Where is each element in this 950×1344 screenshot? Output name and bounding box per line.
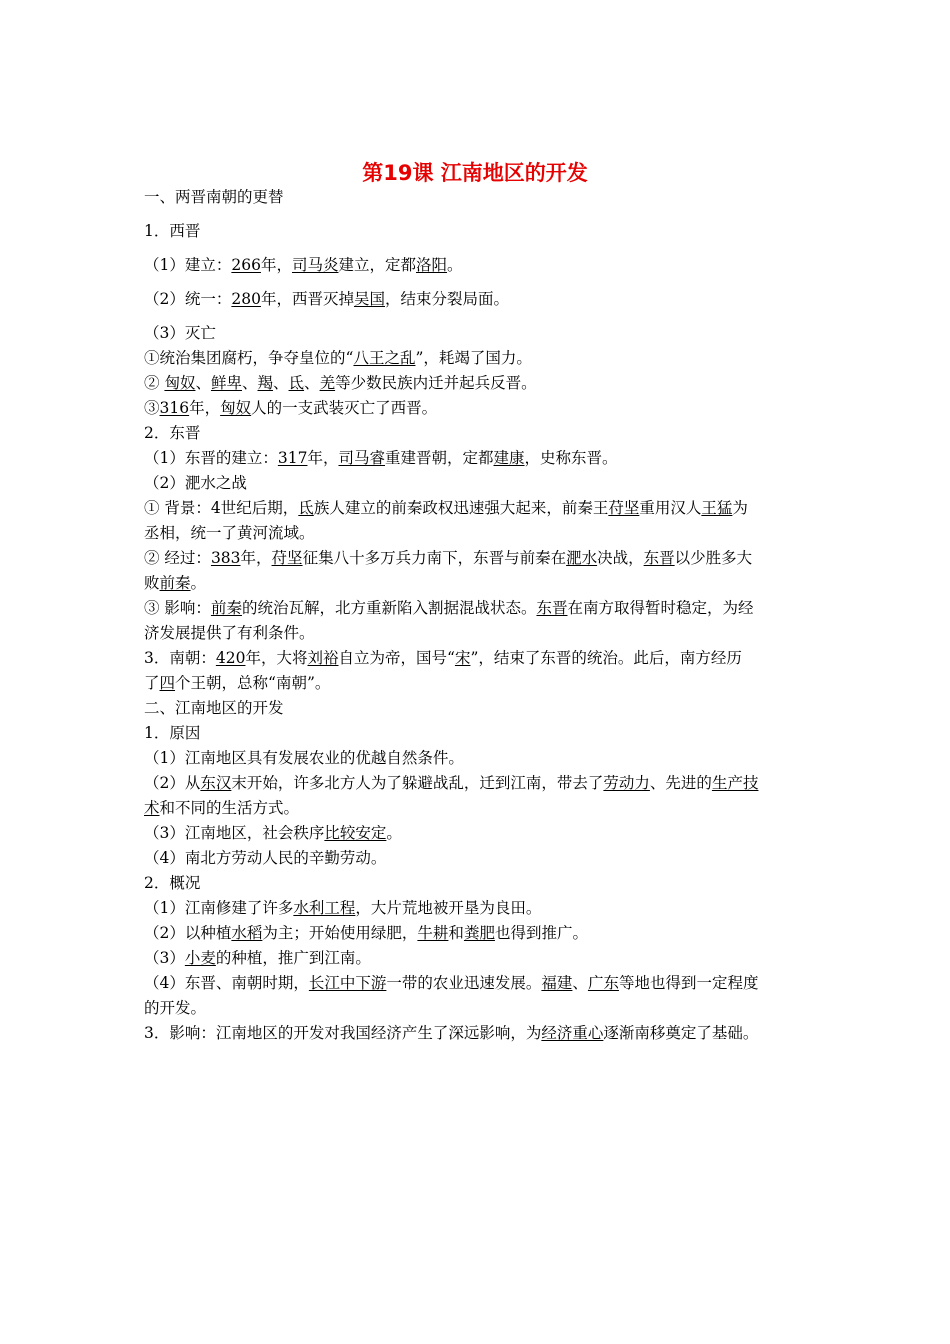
text-segment: 年，大将 — [245, 649, 308, 667]
key-term: 司马睿 — [338, 449, 385, 467]
text-segment: 征集八十多万兵力南下，东晋与前秦在 — [302, 549, 567, 567]
text-line — [144, 721, 808, 746]
text-line — [144, 671, 808, 696]
text-segment: （1）江南地区具有发展农业的优越自然条件。 — [144, 749, 464, 767]
key-term: 小麦 — [184, 949, 216, 967]
text-line — [144, 896, 808, 921]
text-segment: 也得到推广。 — [494, 924, 588, 942]
key-term: 氐 — [298, 499, 314, 517]
text-line — [144, 219, 808, 244]
text-segment: 为 — [732, 499, 748, 517]
text-line — [144, 571, 808, 596]
key-term: 宋 — [454, 649, 471, 667]
text-segment: 个王朝，总称“南朝”。 — [175, 674, 331, 692]
text-segment: 、 — [304, 374, 320, 392]
key-term: 280 — [231, 290, 261, 308]
text-segment: （4）东晋、南朝时期， — [144, 974, 309, 992]
text-segment: ①统治集团腐朽，争夺皇位的“ — [144, 349, 354, 367]
text-line — [144, 346, 808, 371]
key-term: 八王之乱 — [353, 349, 416, 367]
text-segment: ② 经过： — [144, 549, 211, 567]
key-term: 匈奴 — [220, 399, 252, 417]
key-term: 水稻 — [231, 924, 263, 942]
text-segment: ，结束分裂局面。 — [385, 290, 510, 308]
text-line — [144, 646, 808, 671]
text-segment: 、 — [241, 374, 258, 392]
text-segment: 年， — [189, 399, 221, 417]
text-segment: ”，耗竭了国力。 — [415, 349, 532, 367]
text-segment: （3） — [144, 949, 185, 967]
text-line — [144, 421, 808, 446]
key-term: 粪肥 — [463, 924, 495, 942]
key-term: 水利工程 — [293, 899, 356, 917]
key-term: 羌 — [319, 374, 336, 392]
key-term: 长江中下游 — [308, 974, 387, 992]
key-term: 司马炎 — [291, 256, 339, 274]
text-segment: 了 — [144, 674, 160, 692]
text-segment: 年， — [260, 256, 292, 274]
document-body — [144, 185, 808, 1046]
text-segment: （3）江南地区，社会秩序 — [144, 824, 325, 842]
text-segment: （1）建立： — [144, 256, 232, 274]
text-segment: ③ — [144, 399, 160, 417]
key-term: 苻坚 — [608, 499, 640, 517]
key-term: 广东 — [587, 974, 619, 992]
key-term: 420 — [215, 649, 246, 667]
text-line — [144, 371, 808, 396]
text-segment: （4）南北方劳动人民的辛勤劳动。 — [144, 849, 387, 867]
key-term: 建康 — [493, 449, 525, 467]
text-segment: 人的一支武装灭亡了西晋。 — [251, 399, 438, 417]
text-segment: 、先进的 — [649, 774, 712, 792]
text-segment: 3．影响：江南地区的开发对我国经济产生了深远影响，为 — [144, 1024, 542, 1042]
key-term: 生产技 — [711, 774, 759, 792]
key-term: 317 — [277, 449, 308, 467]
text-line — [144, 621, 808, 646]
key-term: 383 — [210, 549, 241, 567]
text-segment: 年， — [307, 449, 339, 467]
text-segment: （2）从 — [144, 774, 201, 792]
text-segment: 和 — [448, 924, 464, 942]
text-segment: （2）统一： — [144, 290, 232, 308]
key-term: 劳动力 — [603, 774, 650, 792]
text-segment: （3）灭亡 — [144, 324, 216, 342]
text-segment: 的开发。 — [144, 999, 207, 1017]
text-segment: 1．西晋 — [144, 222, 201, 240]
text-segment: 的统治瓦解，北方重新陷入割据混战状态。 — [241, 599, 537, 617]
text-segment: 族人建立的前秦政权迅速强大起来，前秦王 — [313, 499, 609, 517]
text-line — [144, 521, 808, 546]
text-segment: 3．南朝： — [144, 649, 216, 667]
text-line — [144, 185, 808, 210]
text-segment: 在南方取得暂时稳定，为经 — [567, 599, 754, 617]
text-line — [144, 946, 808, 971]
key-term: 316 — [159, 399, 190, 417]
text-segment: （2）淝水之战 — [144, 474, 247, 492]
text-segment: 。 — [190, 574, 207, 592]
text-line — [144, 546, 808, 571]
key-term: 匈奴 — [164, 374, 196, 392]
text-segment: 重用汉人 — [639, 499, 702, 517]
text-line — [144, 996, 808, 1021]
text-line — [144, 396, 808, 421]
text-line — [144, 871, 808, 896]
text-segment: 建立，定都 — [338, 256, 417, 274]
text-segment: 自立为帝，国号“ — [338, 649, 455, 667]
text-line — [144, 921, 808, 946]
text-segment: 决战， — [597, 549, 644, 567]
text-segment: 1．原因 — [144, 724, 201, 742]
text-segment: ③ 影响： — [144, 599, 211, 617]
key-term: 王猛 — [701, 499, 733, 517]
key-term: 吴国 — [353, 290, 385, 308]
text-segment: （1）江南修建了许多 — [144, 899, 294, 917]
text-line — [144, 796, 808, 821]
text-segment: 、 — [572, 974, 588, 992]
text-segment: 2．概况 — [144, 874, 201, 892]
text-segment: 为主；开始使用绿肥， — [262, 924, 418, 942]
text-segment: 末开始，许多北方人为了躲避战乱，迁到江南，带去了 — [231, 774, 604, 792]
text-segment: ，大片荒地被开垦为良田。 — [355, 899, 542, 917]
text-line — [144, 821, 808, 846]
text-segment: ”，结束了东晋的统治。此后，南方经历 — [470, 649, 742, 667]
text-line — [144, 496, 808, 521]
text-segment: 丞相，统一了黄河流域。 — [144, 524, 315, 542]
text-segment: 一、两晋南朝的更替 — [144, 188, 284, 206]
key-term: 羯 — [257, 374, 274, 392]
key-term: 术 — [144, 799, 160, 817]
text-segment: ② — [144, 374, 165, 392]
text-segment: ，史称东晋。 — [524, 449, 618, 467]
text-segment: 济发展提供了有利条件。 — [144, 624, 315, 642]
text-segment: （1）东晋的建立： — [144, 449, 278, 467]
text-line — [144, 771, 808, 796]
key-term: 刘裕 — [307, 649, 339, 667]
key-term: 前秦 — [159, 574, 191, 592]
key-term: 266 — [231, 256, 261, 274]
text-segment: 败 — [144, 574, 160, 592]
text-line — [144, 1021, 808, 1046]
key-term: 比较安定 — [324, 824, 387, 842]
key-term: 氐 — [288, 374, 305, 392]
text-segment: 2．东晋 — [144, 424, 201, 442]
key-term: 东晋 — [643, 549, 675, 567]
key-term: 淝水 — [566, 549, 598, 567]
key-term: 苻坚 — [271, 549, 303, 567]
text-line — [144, 287, 808, 312]
text-line — [144, 471, 808, 496]
key-term: 经济重心 — [541, 1024, 604, 1042]
text-segment: 。 — [386, 824, 402, 842]
text-line — [144, 746, 808, 771]
key-term: 前秦 — [210, 599, 242, 617]
text-segment: ① 背景：4世纪后期， — [144, 499, 299, 517]
text-line — [144, 253, 808, 278]
text-segment: 以少胜多大 — [674, 549, 753, 567]
text-segment: 等地也得到一定程度 — [618, 974, 759, 992]
text-segment: 重建晋朝，定都 — [385, 449, 494, 467]
text-segment: 、 — [195, 374, 211, 392]
text-line — [144, 446, 808, 471]
key-term: 牛耕 — [417, 924, 449, 942]
text-line — [144, 846, 808, 871]
text-segment: 、 — [273, 374, 289, 392]
key-term: 福建 — [541, 974, 573, 992]
text-segment: 等少数民族内迁并起兵反晋。 — [335, 374, 537, 392]
text-line — [144, 696, 808, 721]
key-term: 洛阳 — [416, 256, 448, 274]
key-term: 鲜卑 — [210, 374, 242, 392]
key-term: 东晋 — [536, 599, 568, 617]
text-line — [144, 321, 808, 346]
text-segment: 年， — [240, 549, 272, 567]
text-segment: 逐渐南移奠定了基础。 — [603, 1024, 759, 1042]
text-segment: 。 — [447, 256, 463, 274]
text-segment: 的种植，推广到江南。 — [215, 949, 371, 967]
text-line — [144, 971, 808, 996]
text-segment: 年，西晋灭掉 — [260, 290, 354, 308]
text-segment: （2）以种植 — [144, 924, 232, 942]
text-segment: 和不同的生活方式。 — [159, 799, 300, 817]
text-line — [144, 596, 808, 621]
text-segment: 一带的农业迅速发展。 — [386, 974, 542, 992]
text-segment: 二、江南地区的开发 — [144, 699, 284, 717]
page-title: 第19课 江南地区的开发 — [362, 161, 588, 185]
key-term: 四 — [159, 674, 176, 692]
key-term: 东汉 — [200, 774, 232, 792]
